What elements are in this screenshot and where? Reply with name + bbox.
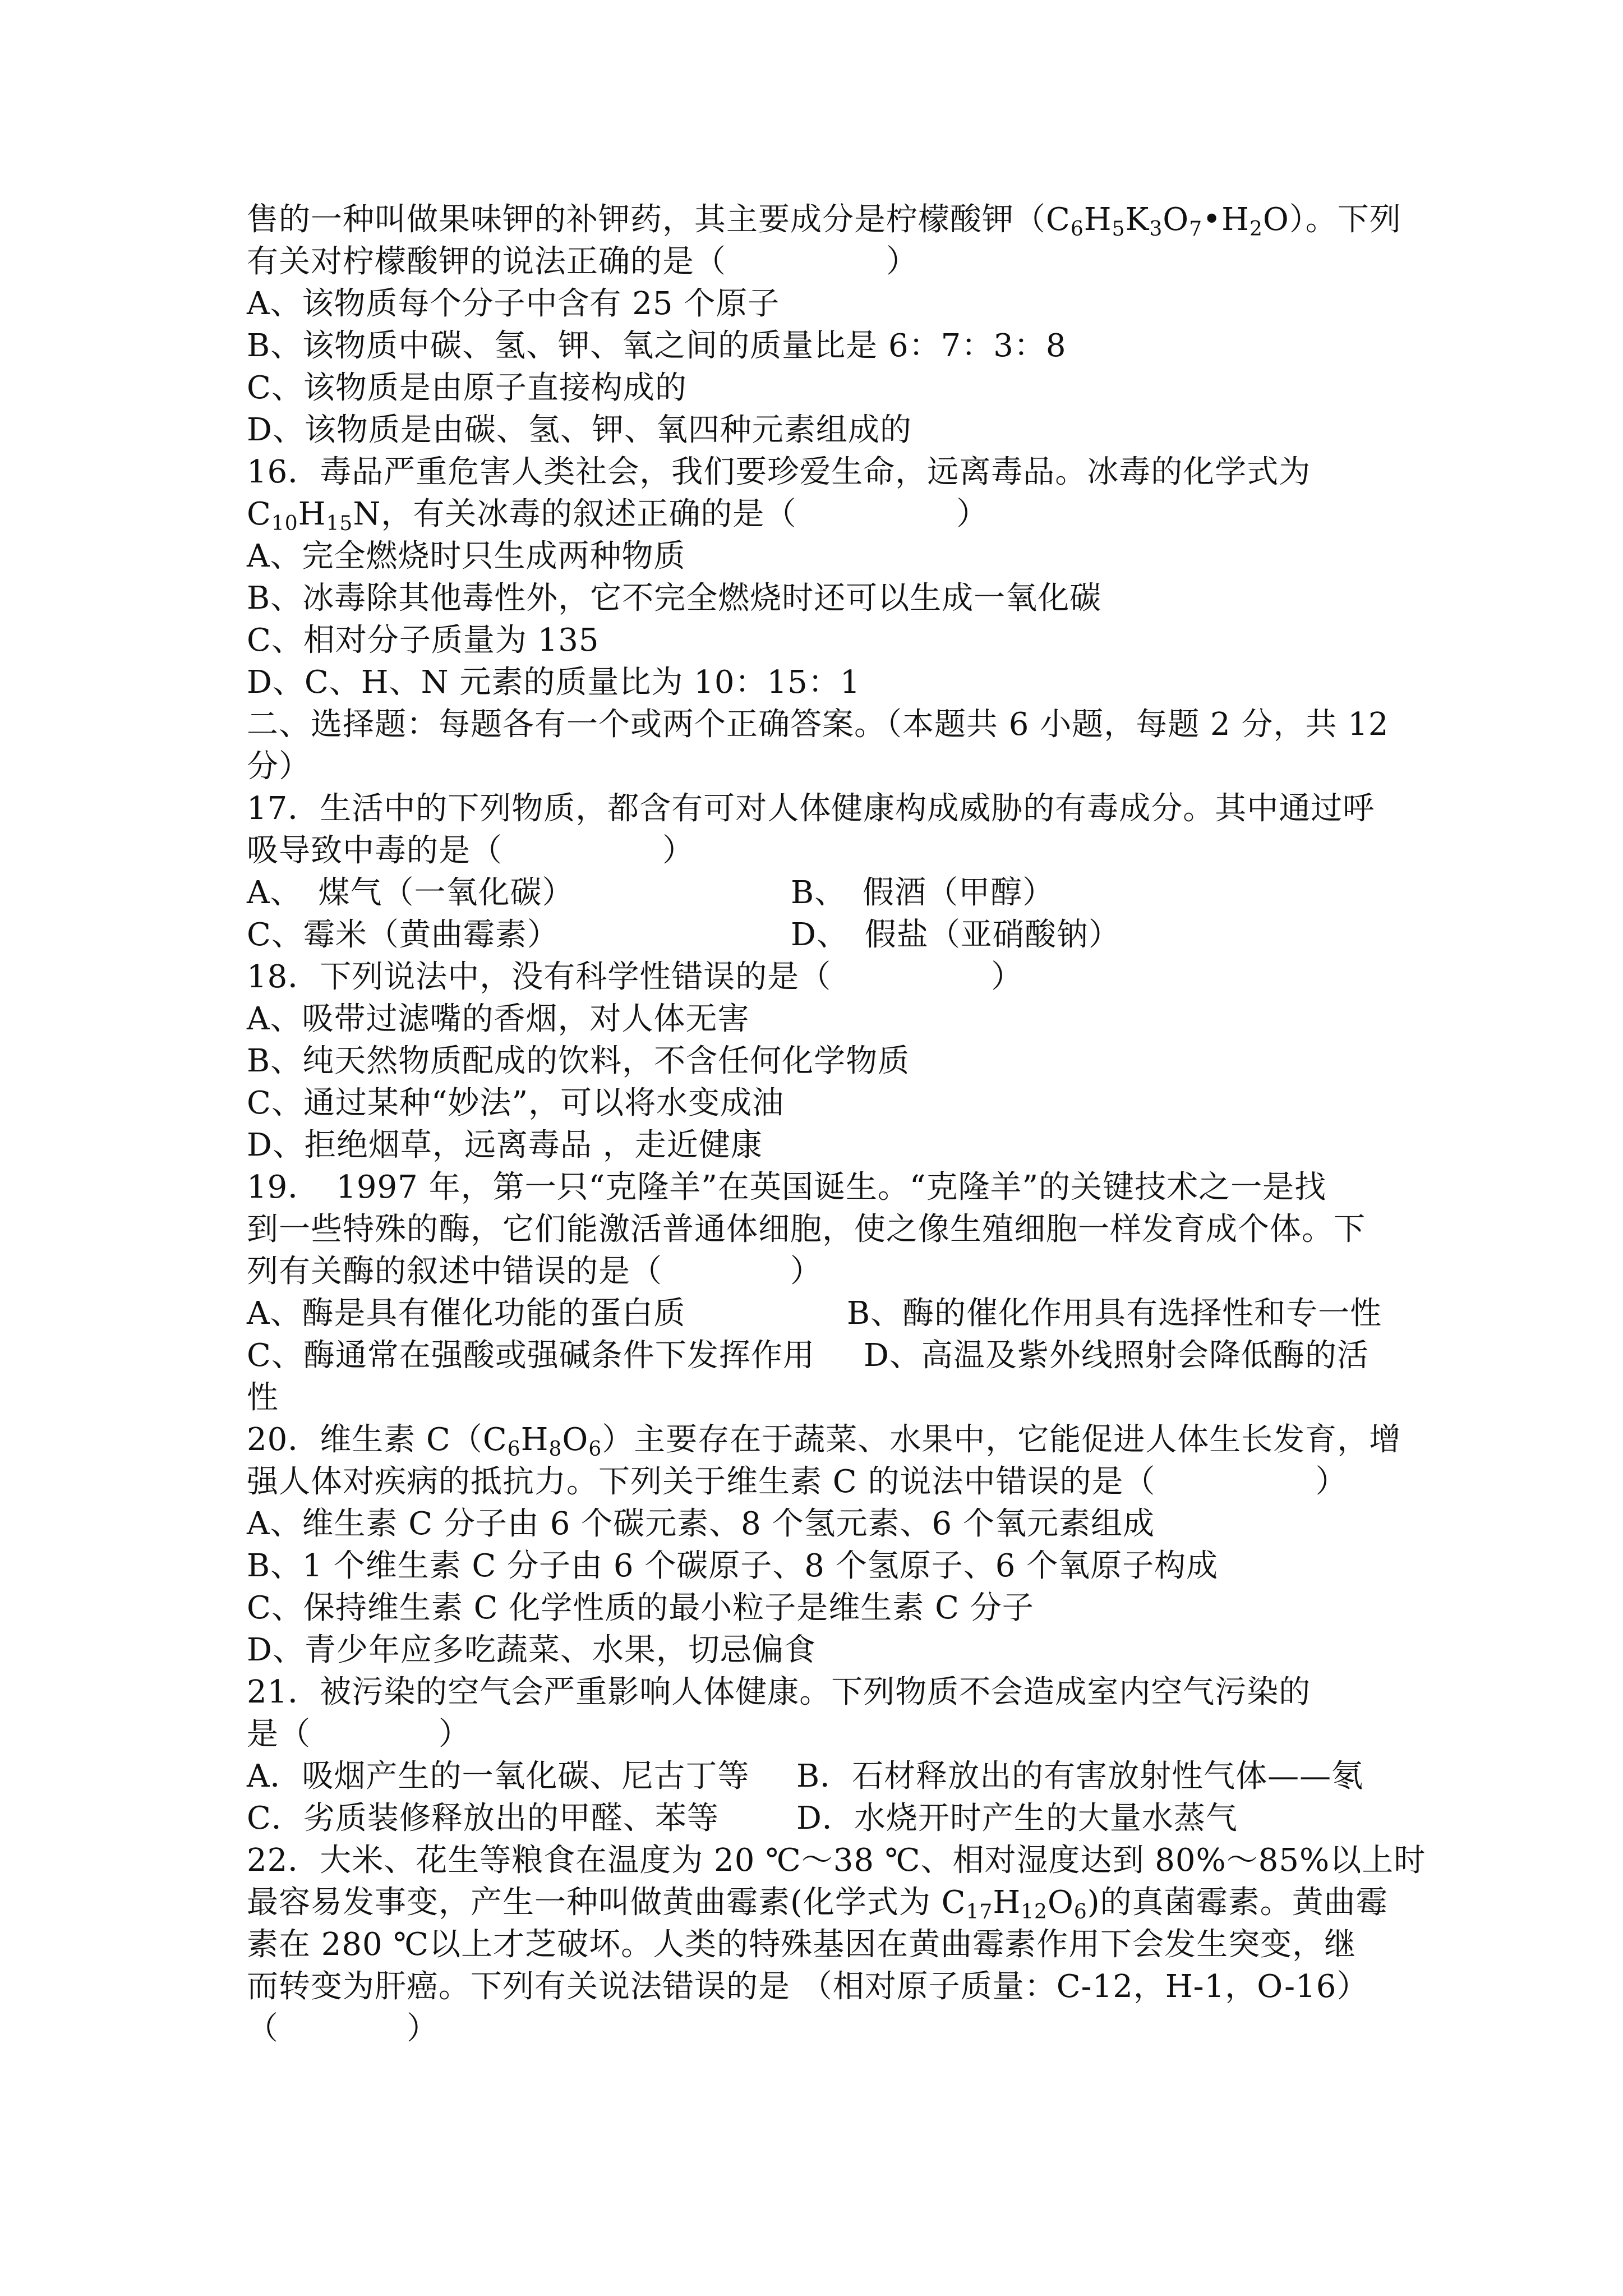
q17-options-row-2: [247, 914, 1121, 957]
q15-stem-text: O）。下列: [1262, 201, 1401, 238]
subscript: 8: [548, 1438, 562, 1461]
q18-option-c: C、通过某种“妙法”，可以将水变成油: [247, 1085, 785, 1121]
q17-stem-line-1: 17．生活中的下列物质，都含有可对人体健康构成威胁的有毒成分。其中通过呼: [247, 790, 1375, 827]
q18-option-a: A、吸带过滤嘴的香烟，对人体无害: [247, 1001, 750, 1037]
q19-option-d-continued: 性: [247, 1379, 279, 1416]
section-heading-line-2: 分）: [247, 748, 311, 785]
q15-option-d: D、该物质是由碳、氢、钾、氧四种元素组成的: [247, 412, 912, 448]
subscript: 7: [1189, 218, 1203, 241]
q20-option-a: A、维生素 C 分子由 6 个碳元素、8 个氢元素、6 个氧元素组成: [247, 1506, 1155, 1542]
subscript: 15: [326, 512, 353, 535]
q17-option-b: B、 假酒（甲醇）: [791, 875, 1055, 911]
formula-element: H: [1083, 201, 1112, 238]
q17-option-a: A、 煤气（一氧化碳）: [247, 875, 574, 911]
q15-option-b: B、该物质中碳、氢、钾、氧之间的质量比是 6：7：3：8: [247, 328, 1067, 364]
q16-stem-text: N，有关冰毒的叙述正确的是（ ）: [353, 496, 989, 532]
q21-stem-line-1: 21．被污染的空气会严重影响人体健康。下列物质不会造成室内空气污染的: [247, 1674, 1311, 1710]
q21-option-a: A．吸烟产生的一氧化碳、尼古丁等: [247, 1758, 750, 1795]
q17-option-c: C、霉米（黄曲霉素）: [247, 917, 559, 953]
formula-element: K: [1125, 201, 1150, 238]
q22-stem-line-1: 22．大米、花生等粮食在温度为 20 ℃～38 ℃、相对湿度达到 80%～85%以上时: [247, 1842, 1426, 1879]
subscript: 6: [588, 1438, 602, 1461]
q21-stem-line-2: 是（ ）: [247, 1716, 471, 1752]
q20-stem-line-1: [247, 1419, 1401, 1462]
q16-stem-line-2: [247, 494, 988, 536]
q22-stem-text: 最容易发事变，产生一种叫做黄曲霉素(化学式为 C: [247, 1884, 966, 1921]
q15-stem-line-1: [247, 199, 1401, 242]
q18-option-d: D、拒绝烟草，远离毒品 ，走近健康: [247, 1127, 763, 1163]
q19-option-b: B、酶的催化作用具有选择性和专一性: [847, 1295, 1382, 1332]
subscript: 6: [1070, 218, 1084, 241]
formula-element: O: [1163, 201, 1189, 238]
q19-stem-line-3: 列有关酶的叙述中错误的是（ ）: [247, 1253, 822, 1290]
q22-answer-blank: （ ）: [247, 2010, 439, 2047]
formula-element: •H: [1202, 201, 1249, 238]
q18-stem: 18．下列说法中，没有科学性错误的是（ ）: [247, 959, 1023, 995]
q16-option-d: D、C、H、N 元素的质量比为 10：15：1: [247, 664, 861, 701]
q15-stem-text: 售的一种叫做果味钾的补钾药，其主要成分是柠檬酸钾（C: [247, 201, 1071, 238]
q22-stem-line-3: 素在 280 ℃以上才芝破坏。人类的特殊基因在黄曲霉素作用下会发生突变，继: [247, 1926, 1357, 1963]
q20-option-b: B、1 个维生素 C 分子由 6 个碳原子、8 个氢原子、6 个氧原子构成: [247, 1548, 1219, 1584]
q18-option-b: B、纯天然物质配成的饮料，不含任何化学物质: [247, 1043, 910, 1079]
subscript: 10: [271, 512, 298, 535]
q21-option-c: C．劣质装修释放出的甲醛、苯等: [247, 1800, 719, 1837]
q22-stem-line-4: 而转变为肝癌。下列有关说法错误的是 （相对原子质量：C-12，H-1，O-16）: [247, 1968, 1369, 2005]
subscript: 3: [1149, 218, 1163, 241]
subscript: 6: [507, 1438, 521, 1461]
q21-options-row-2: [247, 1798, 1238, 1841]
formula-element: H: [993, 1884, 1021, 1921]
q17-option-d: D、 假盐（亚硝酸钠）: [791, 917, 1121, 953]
q16-stem-line-1: 16．毒品严重危害人类社会，我们要珍爱生命，远离毒品。冰毒的化学式为: [247, 454, 1311, 490]
subscript: 5: [1112, 218, 1126, 241]
subscript: 2: [1249, 218, 1263, 241]
q17-options-row-1: [247, 872, 1055, 915]
q19-option-c: C、酶通常在强酸或强碱条件下发挥作用: [247, 1337, 815, 1374]
formula-element: O: [1047, 1884, 1074, 1921]
formula-element: O: [562, 1421, 589, 1458]
q16-option-b: B、冰毒除其他毒性外，它不完全燃烧时还可以生成一氧化碳: [247, 580, 1102, 616]
q19-stem-line-1: 19． 1997 年，第一只“克隆羊”在英国诞生。“克隆羊”的关键技术之一是找: [247, 1169, 1327, 1205]
section-heading-line-1: 二、选择题：每题各有一个或两个正确答案。（本题共 6 小题，每题 2 分，共 12: [247, 706, 1389, 743]
q19-options-row-1: [247, 1293, 1382, 1336]
q21-option-b: B．石材释放出的有害放射性气体——氡: [796, 1758, 1364, 1795]
q20-option-c: C、保持维生素 C 化学性质的最小粒子是维生素 C 分子: [247, 1590, 1034, 1626]
q22-stem-line-2: [247, 1882, 1388, 1925]
q20-stem-text: ）主要存在于蔬菜、水果中，它能促进人体生长发育，增: [602, 1421, 1401, 1458]
q17-stem-line-2: 吸导致中毒的是（ ）: [247, 832, 694, 869]
q21-options-row-1: [247, 1756, 1364, 1798]
q15-option-a: A、该物质每个分子中含有 25 个原子: [247, 286, 780, 322]
q19-option-d: D、高温及紫外线照射会降低酶的活: [864, 1337, 1369, 1374]
formula-element: C: [247, 496, 271, 532]
q20-stem-line-2: 强人体对疾病的抵抗力。下列关于维生素 C 的说法中错误的是（ ）: [247, 1464, 1348, 1500]
q20-option-d: D、青少年应多吃蔬菜、水果，切忌偏食: [247, 1632, 816, 1668]
q19-option-a: A、酶是具有催化功能的蛋白质: [247, 1295, 686, 1332]
q15-option-c: C、该物质是由原子直接构成的: [247, 370, 687, 406]
q21-option-d: D．水烧开时产生的大量水蒸气: [796, 1800, 1238, 1837]
q22-stem-text: )的真菌霉素。黄曲霉: [1087, 1884, 1388, 1921]
subscript: 17: [966, 1901, 993, 1924]
q19-options-row-2: [247, 1335, 1369, 1378]
q16-option-c: C、相对分子质量为 135: [247, 622, 600, 659]
formula-element: H: [520, 1421, 549, 1458]
q20-stem-text: 20．维生素 C（C: [247, 1421, 508, 1458]
q16-option-a: A、完全燃烧时只生成两种物质: [247, 538, 686, 574]
q15-stem-line-2: 有关对柠檬酸钾的说法正确的是（ ）: [247, 243, 918, 280]
subscript: 6: [1073, 1901, 1087, 1924]
q19-stem-line-2: 到一些特殊的酶，它们能激活普通体细胞，使之像生殖细胞一样发育成个体。下: [247, 1211, 1366, 1248]
subscript: 12: [1021, 1901, 1048, 1924]
formula-element: H: [298, 496, 326, 532]
